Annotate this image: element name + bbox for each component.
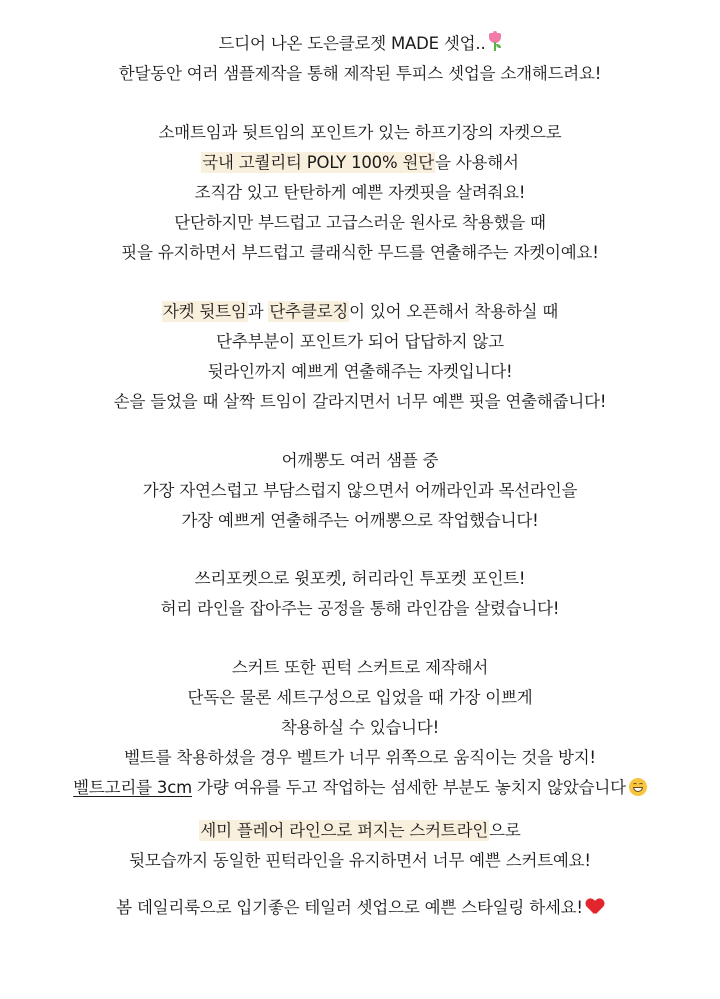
p5-line-5-rest: 가량 여유를 두고 작업하는 섬세한 부분도 놓치지 않았습니다 [191, 778, 626, 797]
p5-line-2: 단독은 물론 세트구성으로 입었을 때 가장 이쁘게 [187, 688, 533, 707]
title-text: 드디어 나온 도은클로젯 MADE 셋업.. [218, 34, 486, 53]
heart-icon [586, 899, 604, 915]
highlight-back-vent: 자켓 뒷트임 [162, 302, 247, 321]
p1-line-4: 단단하지만 부드럽고 고급스러운 원사로 착용했을 때 [174, 213, 546, 232]
p2-line-3: 뒷라인까지 예쁘게 연출해주는 자켓입니다! [207, 362, 513, 381]
underline-belt-loop: 벨트고리를 3cm [73, 778, 192, 797]
p3-line-2: 가장 자연스럽고 부담스럽지 않으면서 어깨라인과 목선라인을 [142, 481, 578, 500]
p6-line-1 [0, 816, 720, 846]
highlight-button-closing: 단추클로징 [269, 302, 349, 321]
p3-line-3: 가장 예쁘게 연출해주는 어깨뽕으로 작업했습니다! [181, 511, 539, 530]
p5-line-3: 착용하실 수 있습니다! [280, 718, 440, 737]
p1-line-2 [0, 148, 720, 178]
p5-line-5 [0, 773, 720, 803]
p2-line-1-mid: 과 [247, 302, 269, 321]
p1-line-5: 핏을 유지하면서 부드럽고 클래식한 무드를 연출해주는 자켓이예요! [121, 243, 599, 262]
p1-line-3: 조직감 있고 탄탄하게 예쁜 자켓핏을 살려줘요! [194, 183, 526, 202]
title-line [0, 29, 720, 59]
p1-line-2-rest: 을 사용해서 [434, 153, 519, 172]
p6-line-2: 뒷모습까지 동일한 핀턱라인을 유지하면서 너무 예쁜 스커트예요! [129, 851, 591, 870]
p2-line-1 [0, 297, 720, 327]
p5-line-4: 벨트를 착용하셨을 경우 벨트가 너무 위쪽으로 움직이는 것을 방지! [124, 748, 596, 767]
p2-line-1-rest: 이 있어 오픈해서 착용하실 때 [349, 302, 559, 321]
p2-line-4: 손을 들었을 때 살짝 트임이 갈라지면서 너무 예쁜 핏을 연출해줍니다! [113, 392, 607, 411]
tulip-icon [488, 32, 502, 52]
p2-line-2: 단추부분이 포인트가 되어 답답하지 않고 [216, 332, 504, 351]
smile-icon [629, 778, 647, 796]
p1-line-1: 소매트임과 뒷트임의 포인트가 있는 하프기장의 자켓으로 [158, 123, 562, 142]
closing-line [0, 893, 720, 923]
p4-line-1: 쓰리포켓으로 윗포켓, 허리라인 투포켓 포인트! [194, 569, 526, 588]
closing-text: 봄 데일리룩으로 입기좋은 테일러 셋업으로 예쁜 스타일링 하세요! [116, 898, 583, 917]
intro-line: 한달동안 여러 샘플제작을 통해 제작된 투피스 셋업을 소개해드려요! [118, 64, 602, 83]
highlight-skirt-line: 세미 플레어 라인으로 퍼지는 스커트라인 [200, 821, 489, 840]
highlight-fabric: 국내 고퀄리티 POLY 100% 원단 [202, 153, 434, 172]
p3-line-1: 어깨뽕도 여러 샘플 중 [281, 451, 439, 470]
p5-line-1: 스커트 또한 핀턱 스커트로 제작해서 [231, 658, 489, 677]
p4-line-2: 허리 라인을 잡아주는 공정을 통해 라인감을 살렸습니다! [160, 599, 560, 618]
p6-line-1-rest: 으로 [489, 821, 521, 840]
